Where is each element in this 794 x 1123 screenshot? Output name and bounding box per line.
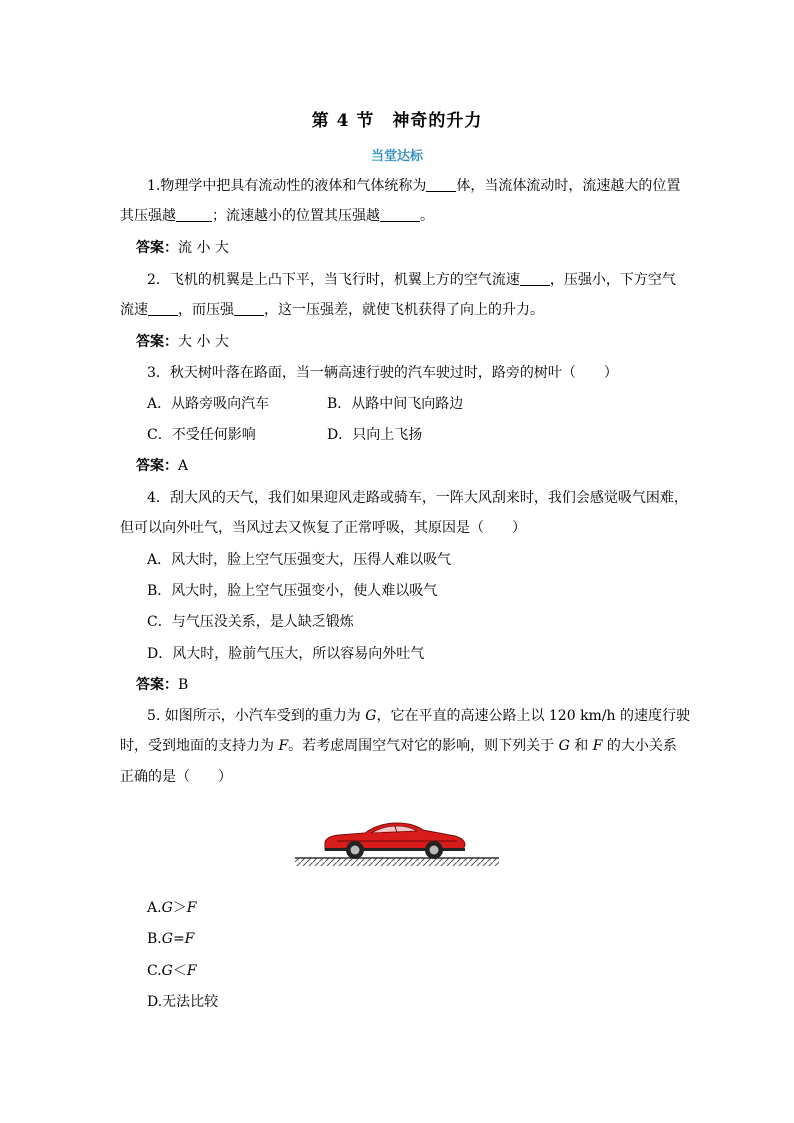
car-wheel-rear — [425, 841, 443, 859]
blank — [234, 301, 264, 316]
page-title — [0, 106, 794, 131]
blank — [426, 177, 456, 192]
q5-stem-line2: 时，受到地面的支持力为 F。若考虑周围空气对它的影响，则下列关于 G 和 F 的大小关系 — [120, 738, 677, 754]
q3-answer: 答案：A — [136, 458, 189, 474]
blank — [176, 207, 212, 222]
q2-answer: 答案：大 小 大 — [136, 334, 229, 350]
car-wheel-front — [346, 841, 364, 859]
q4-option-a: A．风大时，脸上空气压强变大，压得人难以吸气 — [147, 552, 452, 568]
q5-option-c: C.G＜F — [147, 963, 197, 979]
q1-line2: 其压强越 ；流速越小的位置其压强越 。 — [120, 208, 434, 224]
q5-option-d: D.无法比较 — [147, 994, 219, 1010]
car-body — [325, 823, 465, 851]
q4-answer: 答案：B — [136, 677, 189, 693]
title-section-number: 第 4 节 — [311, 111, 375, 131]
q5-option-b: B.G=F — [147, 931, 195, 947]
q5-stem-line3: 正确的是（ ） — [120, 769, 232, 785]
q5-stem-line1: 5. 如图所示，小汽车受到的重力为 G，它在平直的高速公路上以 120 km/h 的速度行驶 — [147, 708, 691, 724]
q3-option-a: A．从路旁吸向汽车 — [147, 396, 270, 412]
q3-stem: 3．秋天树叶落在路面，当一辆高速行驶的汽车驶过时，路旁的树叶（ ） — [147, 365, 618, 381]
q1-answer: 答案：流 小 大 — [136, 240, 229, 256]
q4-option-b: B．风大时，脸上空气压强变小，使人难以吸气 — [147, 583, 438, 599]
blank — [520, 271, 550, 286]
q5-option-a: A.G＞F — [147, 900, 197, 916]
q3-option-d: D．只向上飞扬 — [327, 427, 423, 443]
q2-line2: 流速 ，而压强 ，这一压强差，就使飞机获得了向上的升力。 — [120, 302, 544, 318]
car-illustration — [295, 814, 499, 868]
q1-line1: 1.物理学中把具有流动性的液体和气体统称为 体，当流体流动时，流速越大的位置 — [147, 178, 681, 194]
q3-option-c: C．不受任何影响 — [147, 427, 256, 443]
blank — [148, 301, 178, 316]
q4-option-c: C．与气压没关系，是人缺乏锻炼 — [147, 614, 354, 630]
blank — [380, 207, 420, 222]
ground — [295, 858, 499, 866]
q3-option-b: B．从路中间飞向路边 — [327, 396, 464, 412]
q4-stem-line1: 4．刮大风的天气，我们如果迎风走路或骑车，一阵大风刮来时，我们会感觉吸气困难， — [147, 490, 688, 506]
section-label: 当堂达标 — [370, 149, 423, 164]
q2-line1: 2．飞机的机翼是上凸下平，当飞行时，机翼上方的空气流速 ，压强小，下方空气 — [147, 272, 676, 288]
q4-stem-line2: 但可以向外吐气，当风过去又恢复了正常呼吸，其原因是（ ） — [120, 520, 526, 536]
title-text: 神奇的升力 — [392, 111, 483, 131]
q4-option-d: D．风大时，脸前气压大，所以容易向外吐气 — [147, 646, 425, 662]
